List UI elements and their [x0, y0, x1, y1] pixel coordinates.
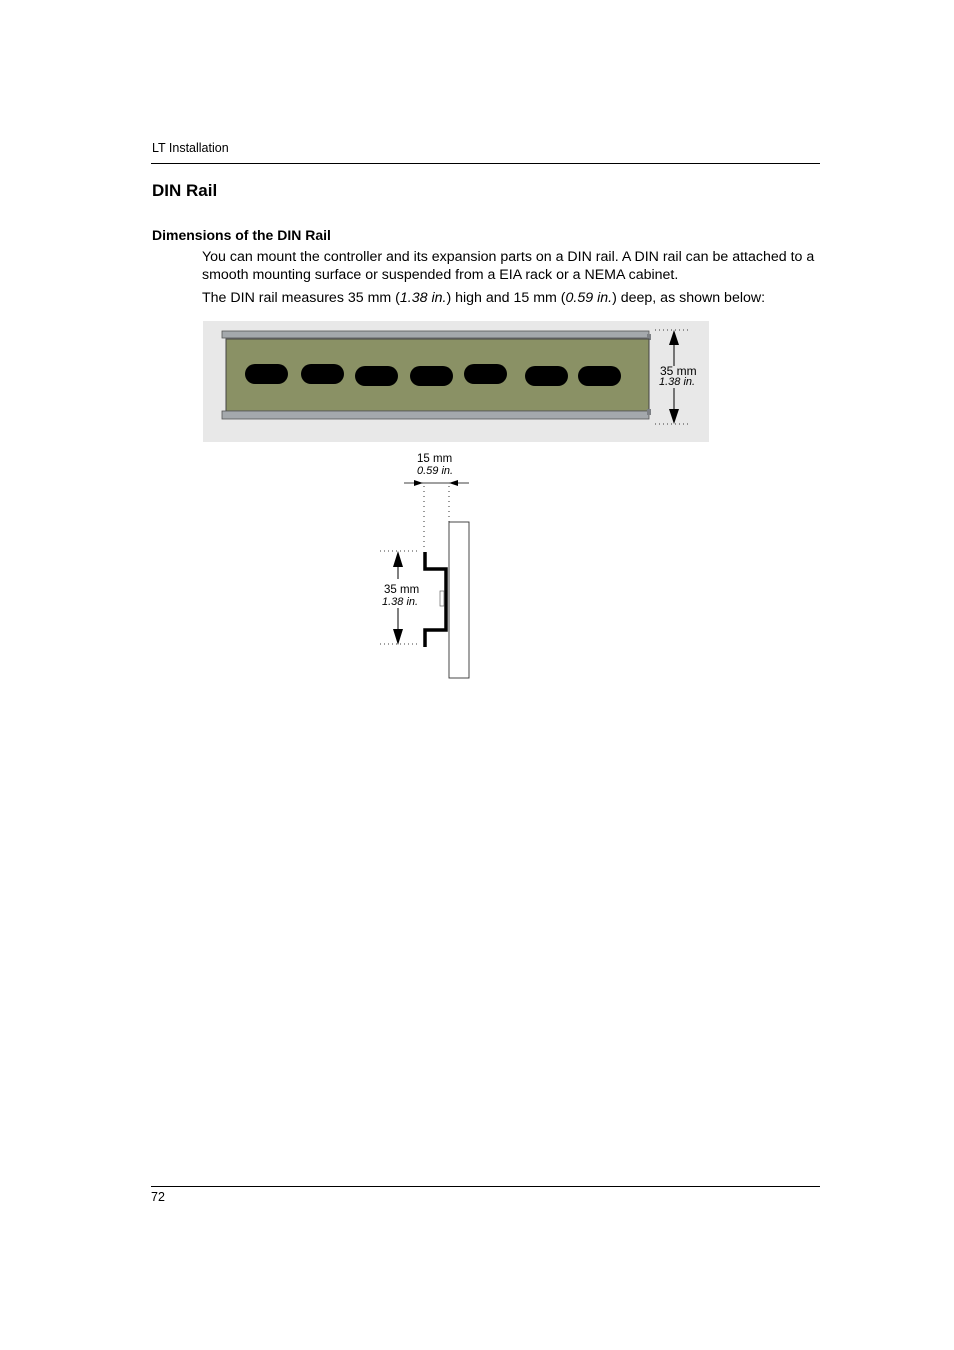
din-rail-side-view [374, 448, 484, 684]
side-height-mm: 35 mm [384, 584, 420, 596]
section-title: DIN Rail [152, 181, 218, 200]
header-rule [151, 163, 820, 164]
arrow-right-icon [414, 480, 423, 486]
front-height-in: 1.38 in. [659, 376, 696, 388]
mounting-slot [464, 364, 507, 384]
running-header: LT Installation [152, 141, 229, 155]
front-height-mm: 35 mm [660, 364, 697, 378]
footer-rule [151, 1186, 820, 1187]
mounting-slot [578, 366, 621, 386]
mounting-slot [301, 364, 344, 384]
dimension-text-1: The DIN rail measures 35 mm ( [202, 290, 400, 306]
mounting-surface [449, 522, 469, 678]
dimension-text-2: ) high and 15 mm ( [446, 290, 566, 306]
mounting-slot [245, 364, 288, 384]
mounting-slot [525, 366, 568, 386]
dimension-inches-height: 1.38 in. [399, 290, 447, 306]
din-rail-front-view [203, 321, 709, 442]
dimension-inches-depth: 0.59 in. [565, 290, 613, 306]
arrow-left-icon [449, 480, 458, 486]
side-height-in: 1.38 in. [382, 596, 419, 608]
page-number: 72 [151, 1190, 165, 1204]
mounting-slot [410, 366, 453, 386]
mounting-slot [355, 366, 398, 386]
side-depth-mm: 15 mm [417, 453, 453, 465]
dimension-paragraph [202, 290, 824, 308]
side-depth-in: 0.59 in. [417, 465, 454, 477]
subsection-title: Dimensions of the DIN Rail [152, 227, 331, 243]
dimension-text-3: ) deep, as shown below: [612, 290, 766, 306]
top-flange [222, 331, 649, 338]
arrow-down-icon [393, 629, 403, 645]
bottom-flange [222, 411, 649, 419]
intro-paragraph: You can mount the controller and its expansion parts on a DIN rail. A DIN rail can be attached to a smooth mounting surface or suspended from a EIA rack or a NEMA cabinet. [202, 249, 815, 283]
arrow-up-icon [393, 551, 403, 567]
rail-profile [425, 552, 446, 647]
